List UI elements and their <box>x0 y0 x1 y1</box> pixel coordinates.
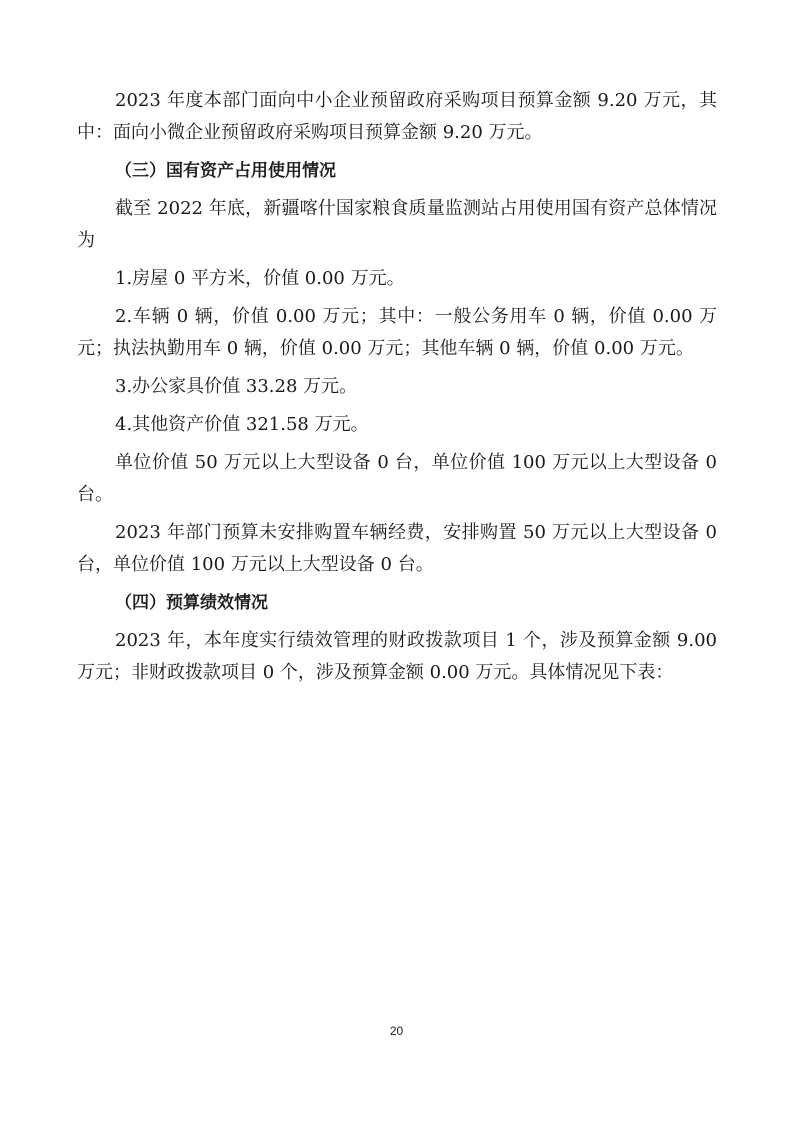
list-item-furniture: 3.办公家具价值 33.28 万元。 <box>115 376 358 397</box>
section-heading-assets: （三）国有资产占用使用情况 <box>115 161 336 181</box>
paragraph-purchase-plan: 2023 年部门预算未安排购置车辆经费，安排购置 50 万元以上大型设备 0 台，单位价值 100 万元以上大型设备 0 台。 <box>77 522 717 575</box>
list-item-other-assets: 4.其他资产价值 321.58 万元。 <box>115 414 369 435</box>
section-heading-performance: （四）预算绩效情况 <box>115 593 268 613</box>
paragraph-assets-intro: 截至 2022 年底，新疆喀什国家粮食质量监测站占用使用国有资产总体情况为 <box>77 198 717 251</box>
list-item-vehicles: 2.车辆 0 辆，价值 0.00 万元；其中：一般公务用车 0 辆，价值 0.00 万元；执法执勤用车 0 辆，价值 0.00 万元；其他车辆 0 辆，价值 0.00 万元。 <box>77 306 717 359</box>
page-number: 20 <box>389 1024 404 1038</box>
paragraph-equipment: 单位价值 50 万元以上大型设备 0 台，单位价值 100 万元以上大型设备 0 台。 <box>77 452 717 505</box>
paragraph-performance: 2023 年，本年度实行绩效管理的财政拨款项目 1 个，涉及预算金额 9.00 万元；非财政拨款项目 0 个，涉及预算金额 0.00 万元。具体情况见下表： <box>77 630 717 683</box>
document-body <box>77 85 717 695</box>
list-item-housing: 1.房屋 0 平方米，价值 0.00 万元。 <box>115 268 405 289</box>
paragraph-sme-budget: 2023 年度本部门面向中小企业预留政府采购项目预算金额 9.20 万元，其中：面向小微企业预留政府采购项目预算金额 9.20 万元。 <box>77 90 717 143</box>
